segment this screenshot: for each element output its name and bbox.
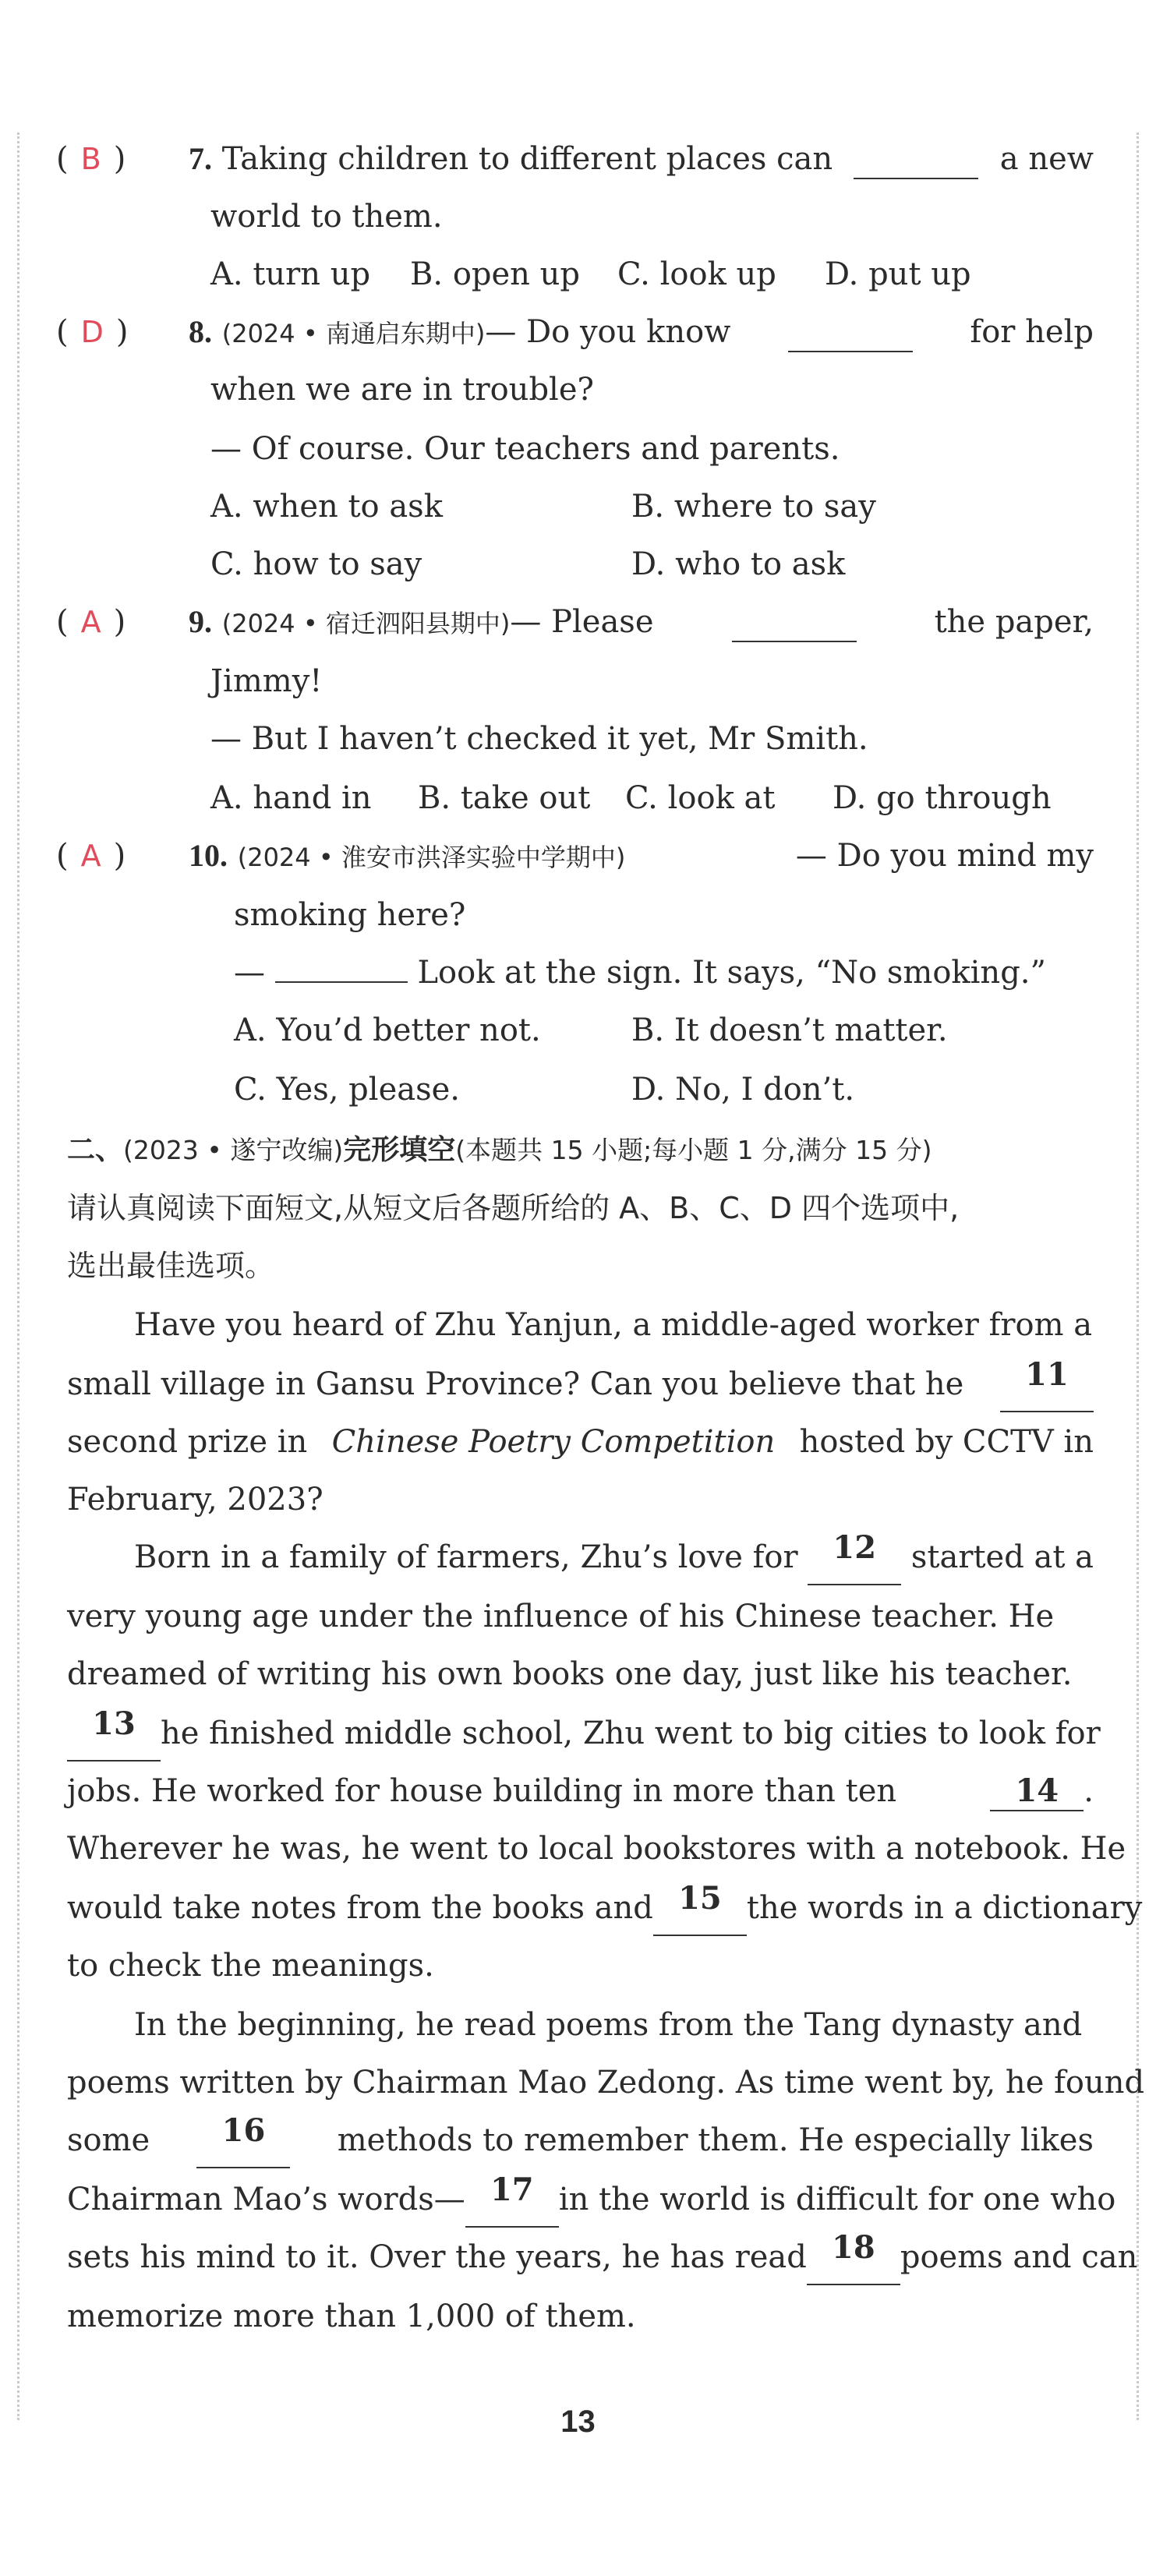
passage-text: . — [1084, 1773, 1094, 1809]
question-8-line-3: — Of course. Our teachers and parents. — [210, 431, 840, 467]
passage-p3-line-2: poems written by Chairman Mao Zedong. As time went by, he found — [67, 2065, 1145, 2101]
blank-13: 13 — [67, 1705, 161, 1762]
passage-text: second prize in — [67, 1424, 308, 1460]
answer-blank — [732, 610, 857, 642]
question-9-line-2: Jimmy! — [210, 663, 323, 699]
passage-text: he finished middle school, Zhu went to big cities to look for — [161, 1716, 1101, 1751]
section-2-heading — [67, 1122, 1094, 1178]
question-10-options-row-2 — [234, 1062, 1156, 1118]
passage-p1-line-1: Have you heard of Zhu Yanjun, a middle-aged worker from a — [134, 1307, 1093, 1343]
question-8-options-row-2 — [210, 536, 1156, 592]
answer-blank — [275, 950, 408, 983]
option-a: A. when to ask — [210, 489, 443, 525]
question-text: the paper, — [934, 604, 1094, 640]
question-10-line-1 — [56, 828, 1094, 884]
passage-text: in the world is difficult for one who — [558, 2182, 1116, 2217]
passage-text: would take notes from the books and — [67, 1890, 653, 1926]
option-d: D. go through — [833, 780, 1052, 816]
passage-p1-line-3 — [67, 1414, 1094, 1470]
blank-16: 16 — [196, 2112, 290, 2168]
section-instruction-1: 请认真阅读下面短文,从短文后各题所给的 A、B、C、D 四个选项中, — [67, 1191, 960, 1225]
question-text: — Do you mind my — [795, 838, 1094, 874]
answer-parens: ( B ) — [56, 141, 131, 177]
question-source: (2024 • 淮安市洪泽实验中学期中) — [237, 843, 626, 872]
question-number: 7. — [189, 141, 212, 176]
passage-p2-line-2: very young age under the influence of his Chinese teacher. He — [67, 1599, 1055, 1634]
question-number: 8. — [189, 314, 212, 349]
passage-text: some — [67, 2122, 150, 2158]
option-a: A. hand in — [210, 780, 372, 816]
option-c: C. Yes, please. — [234, 1072, 460, 1108]
passage-p2-line-4 — [67, 1705, 1101, 1762]
question-text: for help — [970, 314, 1094, 350]
passage-text: small village in Gansu Province? Can you believe that he — [67, 1366, 964, 1402]
question-text: a new — [999, 141, 1094, 177]
question-9-line-1 — [56, 594, 1094, 650]
passage-text: Born in a family of farmers, Zhu’s love for — [134, 1539, 798, 1575]
question-number: 10. — [189, 838, 228, 873]
option-d: D. who to ask — [631, 546, 846, 582]
passage-p2-line-7 — [67, 1880, 1143, 1936]
section-instruction-2: 选出最佳选项。 — [67, 1249, 275, 1283]
option-b: B. take out — [418, 780, 591, 816]
question-source: (2024 • 宿迁泗阳县期中) — [221, 609, 511, 638]
question-text: — Do you know — [485, 314, 731, 350]
passage-p2-line-6: Wherever he was, he went to local bookstores with a notebook. He — [67, 1831, 1126, 1867]
answer-mark: A — [80, 839, 106, 873]
answer-mark: D — [80, 315, 108, 349]
answer-parens: ( A ) — [56, 838, 131, 874]
blank-15: 15 — [653, 1880, 747, 1936]
passage-p3-line-6: memorize more than 1,000 of them. — [67, 2299, 636, 2334]
question-10-line-2: smoking here? — [234, 897, 466, 933]
blank-12: 12 — [808, 1529, 901, 1585]
blank-17: 17 — [465, 2171, 559, 2228]
question-source: (2024 • 南通启东期中) — [221, 319, 486, 348]
question-text: Taking children to different places can — [221, 141, 833, 177]
section-note: (本题共 15 小题;每小题 1 分,满分 15 分) — [455, 1135, 932, 1165]
question-8-line-1 — [56, 304, 1094, 360]
option-b: B. It doesn’t matter. — [631, 1012, 948, 1048]
question-7-line-1 — [56, 131, 1094, 187]
option-d: D. No, I don’t. — [631, 1072, 855, 1108]
blank-18: 18 — [807, 2229, 900, 2285]
passage-text: started at a — [910, 1539, 1094, 1575]
question-9-options — [210, 770, 1094, 826]
passage-p2-line-5 — [67, 1763, 1094, 1819]
option-c: C. look up — [617, 256, 776, 292]
section-source: (2023 • 遂宁改编) — [123, 1135, 344, 1165]
question-9-line-3: — But I haven’t checked it yet, Mr Smith. — [210, 721, 868, 757]
passage-p3-line-4 — [67, 2171, 1116, 2228]
passage-text: poems and can — [900, 2239, 1138, 2275]
passage-p3-line-3 — [67, 2112, 1094, 2168]
question-text: — Please — [510, 604, 654, 640]
question-8-line-2: when we are in trouble? — [210, 372, 594, 408]
blank-14: 14 — [990, 1772, 1084, 1811]
passage-text: sets his mind to it. Over the years, he has read — [67, 2239, 807, 2275]
left-page-edge — [17, 133, 19, 2420]
passage-p2-line-3: dreamed of writing his own books one day, just like his teacher. — [67, 1656, 1073, 1692]
passage-p2-line-8: to check the meanings. — [67, 1948, 434, 1984]
question-8-options-row-1 — [210, 479, 1156, 535]
passage-text: hosted by CCTV in — [799, 1424, 1094, 1460]
answer-parens: ( D ) — [56, 314, 133, 350]
dash: — — [234, 955, 265, 991]
answer-parens: ( A ) — [56, 604, 131, 640]
question-10-line-3 — [234, 945, 1156, 1001]
answer-mark: A — [80, 605, 106, 639]
option-c: C. how to say — [210, 546, 422, 582]
page-number: 13 — [560, 2405, 596, 2439]
question-7-options — [210, 246, 1094, 302]
competition-name: Chinese Poetry Competition — [331, 1424, 776, 1460]
question-text: Look at the sign. It says, “No smoking.” — [417, 955, 1046, 991]
passage-p3-line-1: In the beginning, he read poems from the Tang dynasty and — [134, 2007, 1083, 2043]
passage-text: jobs. He worked for house building in more than ten — [67, 1773, 897, 1809]
section-title: 完形填空 — [343, 1134, 456, 1166]
section-prefix: 二、 — [67, 1134, 124, 1166]
passage-text: methods to remember them. He especially likes — [337, 2122, 1094, 2158]
option-b: B. open up — [410, 256, 581, 292]
option-c: C. look at — [625, 780, 776, 816]
blank-11: 11 — [1000, 1356, 1094, 1412]
question-number: 9. — [189, 604, 212, 639]
passage-p3-line-5 — [67, 2229, 1138, 2285]
option-d: D. put up — [825, 256, 971, 292]
option-a: A. turn up — [210, 256, 371, 292]
option-b: B. where to say — [631, 489, 876, 525]
question-10-options-row-1 — [234, 1002, 1156, 1058]
passage-text: Chairman Mao’s words— — [67, 2182, 465, 2217]
passage-p1-line-4: February, 2023? — [67, 1482, 323, 1518]
answer-mark: B — [80, 142, 106, 176]
question-7-line-2: world to them. — [210, 199, 443, 235]
option-a: A. You’d better not. — [234, 1012, 541, 1048]
passage-text: the words in a dictionary — [746, 1890, 1143, 1926]
answer-blank — [788, 320, 913, 352]
answer-blank — [854, 147, 978, 179]
passage-p2-line-1 — [134, 1529, 1094, 1585]
passage-p1-line-2 — [67, 1356, 1094, 1412]
